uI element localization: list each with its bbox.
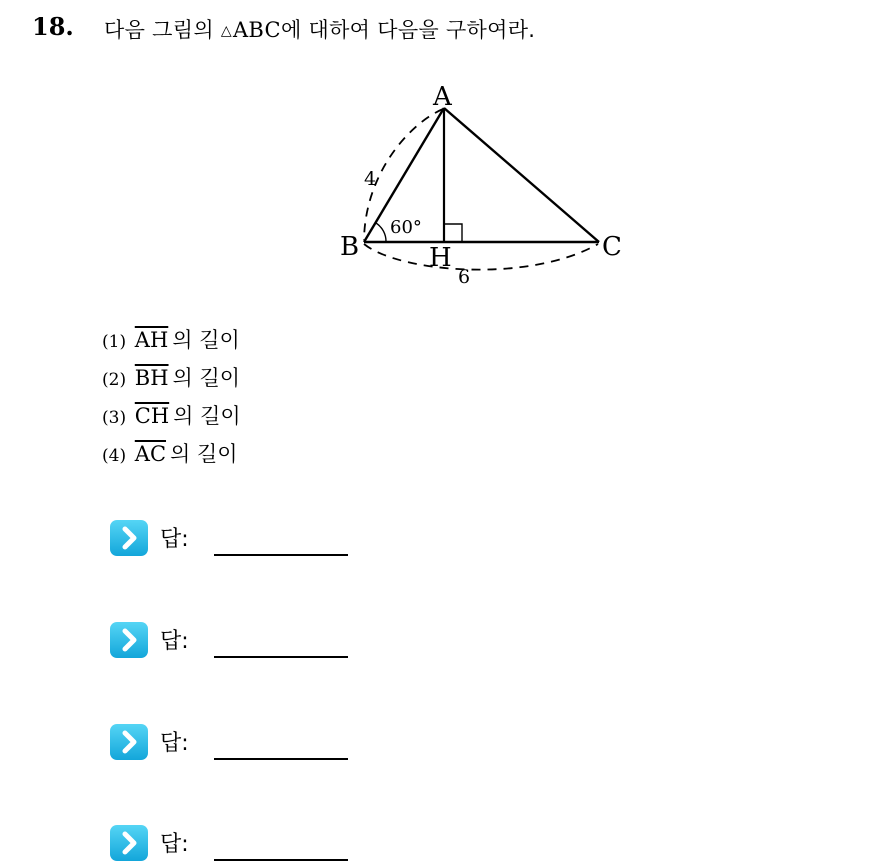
answer-label: 답: — [160, 629, 189, 654]
answer-label: 답: — [160, 731, 189, 756]
right-angle-mark — [444, 224, 462, 242]
vertex-b-label: B — [340, 232, 360, 262]
question-text — [104, 14, 535, 44]
side-bc-label: 6 — [458, 266, 471, 288]
subquestion-text: 의 길이 — [170, 442, 238, 466]
subquestion-index: (2) — [102, 370, 127, 390]
answer-row-4 — [110, 823, 370, 863]
answer-input[interactable] — [214, 554, 348, 556]
side-ab-label: 4 — [364, 168, 377, 190]
answer-row-2 — [110, 620, 370, 660]
answer-label: 답: — [160, 527, 189, 552]
segment-label: $\overline{BH}$ — [134, 366, 169, 390]
chevron-right-icon — [110, 622, 148, 658]
chevron-right-icon — [110, 825, 148, 861]
angle-b-arc — [376, 223, 386, 242]
answer-input[interactable] — [214, 758, 348, 760]
subquestion-text: 의 길이 — [173, 404, 241, 428]
vertex-a-label: A — [433, 82, 452, 112]
segment-label: $\overline{CH}$ — [134, 404, 170, 428]
subquestion-index: (1) — [102, 332, 127, 352]
answer-label: 답: — [160, 832, 189, 857]
chevron-right-icon — [110, 520, 148, 556]
subquestion-index: (4) — [102, 446, 127, 466]
subquestion-2 — [102, 362, 240, 392]
triangle-symbol: △ — [220, 23, 232, 39]
subquestion-text: 의 길이 — [172, 366, 241, 390]
chevron-right-icon — [110, 724, 148, 760]
foot-h-label: H — [429, 243, 452, 273]
angle-b-label: 60° — [390, 217, 422, 238]
answer-input[interactable] — [214, 656, 348, 658]
question-prefix: 다음 그림의 — [104, 18, 214, 42]
question-suffix: 에 대하여 다음을 구하여라. — [280, 18, 536, 42]
triangle-figure — [330, 78, 640, 293]
subquestion-3 — [102, 400, 241, 430]
question-number: 18. — [32, 12, 74, 41]
side-ac — [444, 108, 599, 242]
segment-label: $\overline{AH}$ — [134, 328, 169, 352]
answer-input[interactable] — [214, 859, 348, 861]
answer-row-3 — [110, 722, 370, 762]
subquestion-text: 의 길이 — [172, 328, 240, 352]
subquestion-4 — [102, 438, 238, 468]
triangle-name: ABC — [232, 18, 281, 42]
vertex-c-label: C — [602, 232, 622, 262]
subquestion-index: (3) — [102, 408, 127, 428]
subquestion-1 — [102, 324, 240, 354]
arc-bc — [364, 244, 598, 270]
segment-label: $\overline{AC}$ — [134, 442, 167, 466]
answer-row-1 — [110, 518, 370, 558]
